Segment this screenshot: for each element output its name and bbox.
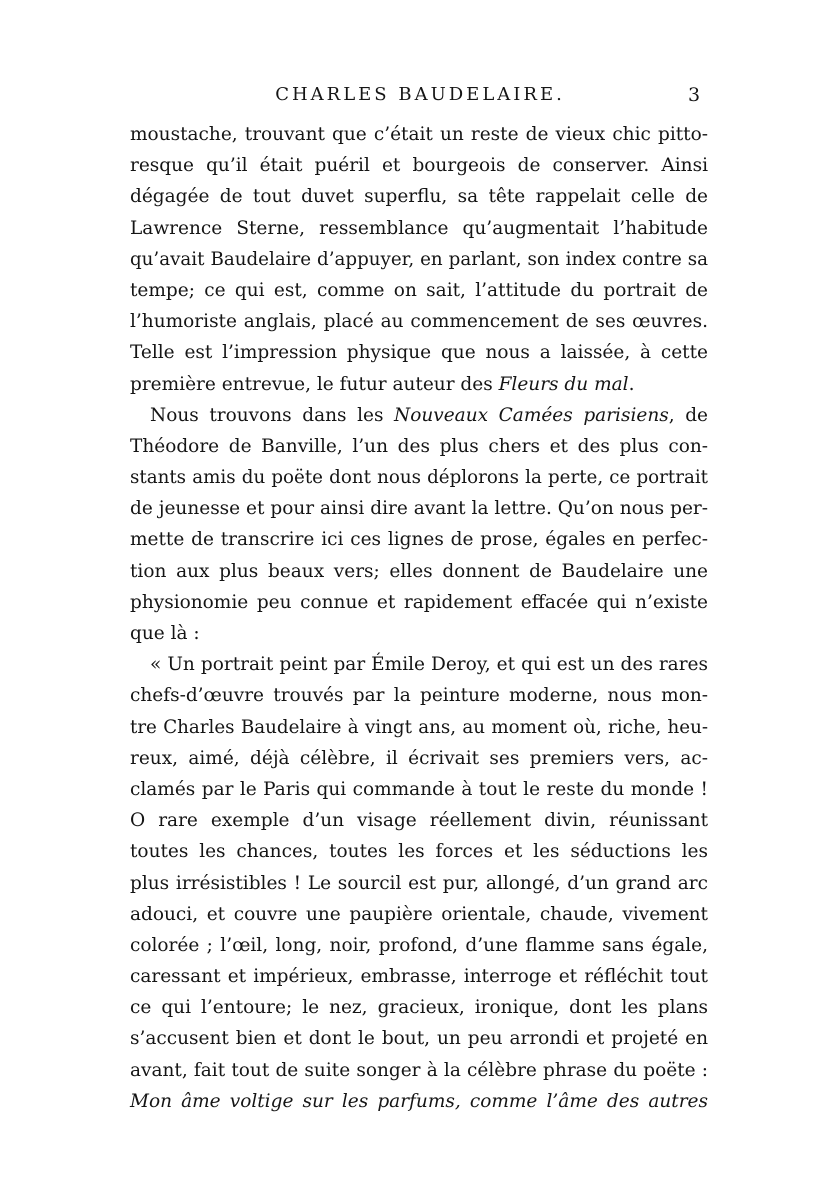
text-segment: clamés par le Paris qui commande à tout le reste du monde ! <box>130 778 708 800</box>
text-segment: resque qu’il était puéril et bourgeois de conserver. Ainsi <box>130 155 708 177</box>
text-line <box>130 712 708 743</box>
text-line <box>130 244 708 275</box>
text-line <box>130 743 708 774</box>
text-segment: tre Charles Baudelaire à vingt ans, au moment où, riche, heu- <box>130 716 708 738</box>
text-segment: première entrevue, le futur auteur des <box>130 373 499 395</box>
text-line <box>130 805 708 836</box>
text-line <box>130 680 708 711</box>
text-segment: stants amis du poëte dont nous déplorons la perte, ce portrait <box>130 467 708 489</box>
text-segment: dégagée de tout duvet superflu, sa tête rappelait celle de <box>130 186 708 208</box>
text-segment: tempe; ce qui est, comme on sait, l’attitude du portrait de <box>130 279 708 301</box>
text-segment: moustache, trouvant que c’était un reste de vieux chic pitto- <box>130 124 708 145</box>
text-line <box>130 181 708 212</box>
text-segment: s’accusent bien et dont le bout, un peu arrondi et projeté en <box>130 1028 708 1050</box>
text-line <box>130 618 708 649</box>
text-segment: O rare exemple d’un visage réellement divin, réunissant <box>130 810 708 832</box>
italic-text: Mon âme voltige sur les parfums, comme l’âme des autres <box>130 1090 708 1112</box>
text-segment: de jeunesse et pour ainsi dire avant la lettre. Qu’on nous per- <box>130 498 708 520</box>
text-segment: que là : <box>130 623 200 644</box>
text-line <box>130 119 708 150</box>
text-segment: toutes les chances, toutes les forces et les séductions les <box>130 841 708 863</box>
text-line <box>130 992 708 1023</box>
text-line <box>130 150 708 181</box>
italic-text: Nouveaux Camées parisiens <box>394 404 669 426</box>
text-segment: « Un portrait peint par Émile Deroy, et qui est un des rares <box>150 654 708 676</box>
running-head <box>0 84 840 110</box>
text-line <box>130 493 708 524</box>
text-segment: , de <box>668 404 708 426</box>
text-line <box>130 306 708 337</box>
text-segment: tion aux plus beaux vers; elles donnent de Baudelaire une <box>130 560 708 582</box>
text-line <box>130 649 708 680</box>
text-segment: qu’avait Baudelaire d’appuyer, en parlant, son index contre sa <box>130 248 708 270</box>
text-line <box>130 400 708 431</box>
text-line <box>130 556 708 587</box>
text-line <box>130 868 708 899</box>
text-segment: l’humoriste anglais, placé au commencement de ses œuvres. <box>130 311 708 333</box>
text-segment: colorée ; l’œil, long, noir, profond, d’une flamme sans égale, <box>130 934 708 956</box>
text-line <box>130 774 708 805</box>
italic-text: Fleurs du mal <box>498 373 629 395</box>
text-line <box>130 836 708 867</box>
text-line <box>130 1023 708 1054</box>
text-line <box>130 524 708 555</box>
text-line <box>130 213 708 244</box>
body-text <box>130 119 708 1117</box>
text-segment: reux, aimé, déjà célèbre, il écrivait ses premiers vers, ac- <box>130 747 708 769</box>
text-segment: plus irrésistibles ! Le sourcil est pur, allongé, d’un grand arc <box>130 872 708 894</box>
text-line <box>130 431 708 462</box>
running-title: CHARLES BAUDELAIRE. <box>275 84 565 105</box>
page-number: 3 <box>688 84 701 106</box>
text-segment: Telle est l’impression physique que nous a laissée, à cette <box>130 342 708 364</box>
text-segment: . <box>628 373 635 395</box>
text-line <box>130 930 708 961</box>
text-line <box>130 587 708 618</box>
text-segment: avant, fait tout de suite songer à la célèbre phrase du poëte : <box>130 1059 708 1081</box>
text-line <box>130 462 708 493</box>
text-segment: mette de transcrire ici ces lignes de prose, égales en perfec- <box>130 529 708 551</box>
text-segment: Théodore de Banville, l’un des plus chers et des plus con- <box>130 435 708 457</box>
text-line <box>130 899 708 930</box>
text-line <box>130 1086 708 1117</box>
text-segment: adouci, et couvre une paupière orientale, chaude, vivement <box>130 903 708 925</box>
text-line <box>130 337 708 368</box>
text-line <box>130 961 708 992</box>
text-line <box>130 1055 708 1086</box>
text-segment: chefs-d’œuvre trouvés par la peinture moderne, nous mon- <box>130 685 708 707</box>
text-segment: physionomie peu connue et rapidement effacée qui n’existe <box>130 591 708 613</box>
text-line <box>130 275 708 306</box>
text-line <box>130 369 708 400</box>
text-segment: Lawrence Sterne, ressemblance qu’augmentait l’habitude <box>130 217 708 239</box>
text-segment: Nous trouvons dans les <box>150 404 395 426</box>
text-segment: ce qui l’entoure; le nez, gracieux, ironique, dont les plans <box>130 997 708 1019</box>
text-segment: caressant et impérieux, embrasse, interroge et réfléchit tout <box>130 966 708 988</box>
